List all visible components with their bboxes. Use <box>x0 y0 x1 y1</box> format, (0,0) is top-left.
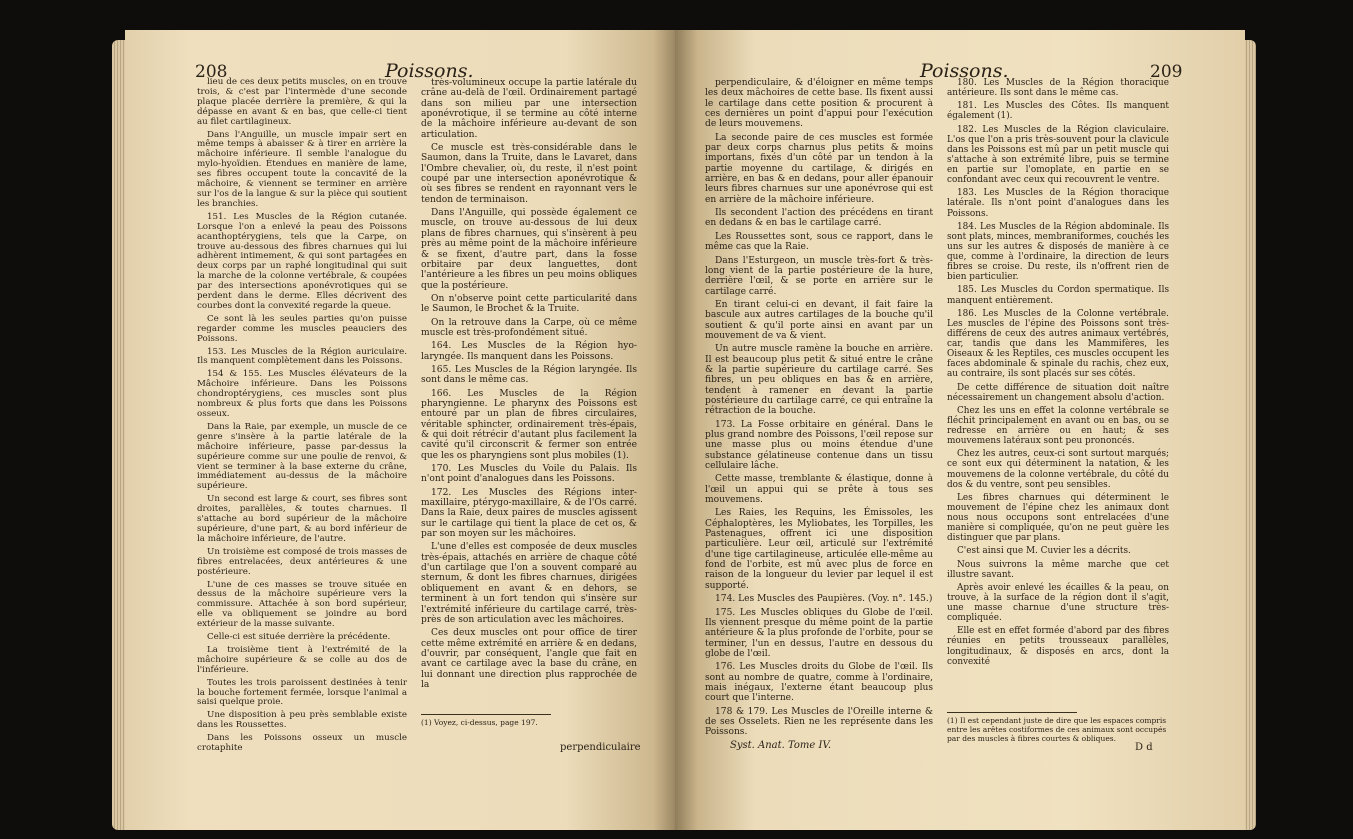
paragraph: On la retrouve dans la Carpe, où ce même muscle est très-profondément situé. <box>421 317 637 338</box>
left-page <box>125 30 675 830</box>
paragraph: L'une d'elles est composée de deux muscles très-épais, attachés en arrière de chaque côté d'un cartilage que l'on a souvent comparé au sternum, & dont les fibres charnues, dirigées obliquement en avant & en dehors, se terminent à un fort tendon qui s'insère sur l'extrémité inférieure du cartilage carré, très-près de son articulation avec les mâchoires. <box>421 542 637 625</box>
paragraph: Chez les autres, ceux-ci sont surtout marqués; ce sont eux qui déterminent la natation, & les mouvemens de la colonne vertébrale, du côté du dos & du ventre, sont peu sensibles. <box>947 449 1169 490</box>
paragraph: 174. Les Muscles des Paupières. (Voy. n°. 145.) <box>715 594 933 605</box>
paragraph: Un autre muscle ramène la bouche en arrière. Il est beaucoup plus petit & situé entre le crâne & la partie supérieure du cartilage carré. Ses fibres, un peu obliques en bas & en arrière, tendent à ramener en devant la partie postérieure du cartilage carré, ce qui entraîne la rétraction de la bouche. <box>705 344 933 417</box>
paragraph: Une disposition à peu près semblable existe dans les Roussettes. <box>197 710 407 731</box>
left-column-2 <box>421 78 637 703</box>
paragraph: C'est ainsi que M. Cuvier les a décrits. <box>957 546 1131 557</box>
paragraph: 183. Les Muscles de la Région thoracique latérale. Ils n'ont point d'analogues dans les Poissons. <box>947 188 1169 219</box>
left-footnote-area <box>421 708 637 727</box>
paragraph: De cette différence de situation doit naître nécessairement un changement absolu d'action. <box>947 382 1169 403</box>
paragraph: Dans l'Anguille, qui possède également ce muscle, on trouve au-dessous de lui deux plans de fibres charnues, qui s'insèrent à peu près au même point de la mâchoire inférieure & se fixent, d'autre part, dans la fosse orbitaire par deux languettes, dont l'antérieure a les fibres un peu moins obliques que la postérieure. <box>421 208 637 291</box>
right-running-head: Poissons. <box>920 60 1009 82</box>
right-column-2 <box>947 78 1169 702</box>
paragraph: Nous suivrons la même marche que cet illustre savant. <box>947 559 1169 580</box>
paragraph: Ils secondent l'action des précédens en tirant en dedans & en bas le cartilage carré. <box>705 208 933 229</box>
paragraph: 180. Les Muscles de la Région thoracique antérieure. Ils sont dans le même cas. <box>947 78 1169 99</box>
left-page-number: 208 <box>195 62 228 82</box>
paragraph: Un troisième est composé de trois masses de fibres entrelacées, deux antérieures & une postérieure. <box>197 546 407 577</box>
paragraph: Cette masse, tremblante & élastique, donne à l'œil un appui qui se prête à tous ses mouvemens. <box>705 474 933 506</box>
paragraph: Celle-ci est située derrière la précédente. <box>207 632 391 643</box>
right-page <box>675 30 1245 830</box>
paragraph: Ces deux muscles ont pour office de tirer cette même extrémité en arrière & en dedans, d'ouvrir, par conséquent, l'angle que fait en avant ce cartilage avec la base du crâne, en lui donnant une direction plus rapprochée de la <box>421 628 637 690</box>
paragraph: Ce muscle est très-considérable dans le Saumon, dans la Truite, dans le Lavaret, dans l'Ombre chevalier, où, du reste, il n'est point coupé par une intersection aponévrotique & où ses fibres se rendent en rayonnant vers le tendon de terminaison. <box>421 143 637 205</box>
paragraph: très-volumineux occupe la partie latérale du crâne au-delà de l'œil. Ordinairement partagé dans son milieu par une intersection aponévrotique, il se termine au côté interne de la mâchoire inférieure au-devant de son articulation. <box>421 78 637 140</box>
paragraph: 182. Les Muscles de la Région claviculaire. L'os que l'on a pris très-souvent pour la clavicule dans les Poissons est mû par un petit muscle qui s'attache à son extrémité libre, puis se termine en partie sur l'omoplate, en partie en se confondant avec ceux qui recouvrent le ventre. <box>947 124 1169 186</box>
signature-mark: D d <box>1135 742 1153 753</box>
left-footnote: (1) Voyez, ci-dessus, page 197. <box>421 718 538 727</box>
signature-line: Syst. Anat. Tome IV. <box>730 740 832 751</box>
paragraph: 172. Les Muscles des Régions inter-maxillaire, ptérygo-maxillaire, & de l'Os carré. Dans la Raie, deux paires de muscles agissent sur le cartilage qui tient la place de cet os, & par son moyen sur les mâchoires. <box>421 487 637 540</box>
paragraph: 151. Les Muscles de la Région cutanée. Lorsque l'on a enlevé la peau des Poissons acanthoptérygiens, tels que la Carpe, on trouve au-dessous des fibres charnues qui lui adhèrent intimement, & qui sont partagées en deux corps par un raphé longitudinal qui suit la marche de la colonne vertébrale, & coupées par des intersections aponévrotiques qui se perdent dans le derme. Elles décrivent des courbes dont la convexité regarde la queue. <box>197 211 407 311</box>
left-column-1 <box>197 78 407 768</box>
paragraph: 181. Les Muscles des Côtes. Ils manquent également (1). <box>947 101 1169 122</box>
paragraph: 175. Les Muscles obliques du Globe de l'œil. Ils viennent presque du même point de la partie antérieure & la plus profonde de l'orbite, pour se terminer, l'un en dessus, l'autre en dessous du globe de l'œil. <box>705 607 933 659</box>
paragraph: 164. Les Muscles de la Région hyo-laryngée. Ils manquent dans les Poissons. <box>421 341 637 362</box>
paragraph: Dans l'Anguille, un muscle impair sert en même temps à abaisser & à tirer en arrière la mâchoire inférieure. Il semble l'analogue du mylo-hyoïdien. Étendues en manière de lame, ses fibres occupent toute la concavité de la mâchoire, & viennent se terminer en arrière sur l'os de la langue & sur la pièce qui soutient les branchies. <box>197 129 407 209</box>
paragraph: perpendiculaire, & d'éloigner en même temps les deux mâchoires de cette base. Ils fixent aussi le cartilage dans cette position & procurent à ces dernières un point d'appui pour l'exécution de leurs mouvemens. <box>705 78 933 130</box>
paragraph: Après avoir enlevé les écailles & la peau, on trouve, à la surface de la région dont il s'agit, une masse charnue d'une structure très-compliquée. <box>947 582 1169 624</box>
catchword: perpendiculaire <box>560 742 641 753</box>
paragraph: 153. Les Muscles de la Région auriculaire. Ils manquent complètement dans les Poissons. <box>197 346 407 367</box>
left-running-head: Poissons. <box>385 60 474 82</box>
paragraph: 173. La Fosse orbitaire en général. Dans le plus grand nombre des Poissons, l'œil repose sur une masse plus ou moins étendue d'une substance gélatineuse contenue dans un tissu cellulaire lâche. <box>705 419 933 472</box>
paragraph: 184. Les Muscles de la Région abdominale. Ils sont plats, minces, membraniformes, couchés les uns sur les autres & disposés de manière à ce que, comme à l'ordinaire, la direction de leurs fibres se croise. Du reste, ils n'offrent rien de bien particulier. <box>947 221 1169 283</box>
paragraph: 185. Les Muscles du Cordon spermatique. Ils manquent entièrement. <box>947 285 1169 306</box>
right-footnote-area <box>947 706 1169 743</box>
paragraph: En tirant celui-ci en devant, il fait faire la bascule aux autres cartilages de la bouche qu'il soutient & qu'il porte ainsi en avant par un mouvement de va & vient. <box>705 299 933 341</box>
paragraph: Chez les uns en effet la colonne vertébrale se fléchit principalement en avant ou en bas, ou se redresse en arrière ou en haut; & ses mouvemens latéraux sont peu prononcés. <box>947 405 1169 447</box>
right-page-number: 209 <box>1150 62 1183 82</box>
paragraph: Dans la Raie, par exemple, un muscle de ce genre s'insère à la partie latérale de la mâchoire inférieure, passe par-dessus la supérieure comme sur une poulie de renvoi, & vient se terminer à la base externe du crâne, immédiatement au-dessus de la mâchoire supérieure. <box>197 421 407 492</box>
paragraph: Les fibres charnues qui déterminent le mouvement de l'épine chez les animaux dont nous nous occupons sont entrelacées d'une manière si compliquée, qu'on ne peut guère les distinguer que par plans. <box>947 492 1169 544</box>
paragraph: 166. Les Muscles de la Région pharyngienne. Le pharynx des Poissons est entouré par un plan de fibres circulaires, véritable sphincter, ordinairement très-épais, & qui doit rétrécir d'autant plus facilement la cavité qu'il circonscrit & fermer son entrée que les os pharyngiens sont plus mobiles (1). <box>421 388 637 461</box>
paragraph: 154 & 155. Les Muscles élévateurs de la Mâchoire inférieure. Dans les Poissons chondroptérygiens, ces muscles sont plus nombreux & plus forts que dans les Poissons osseux. <box>197 369 407 419</box>
paragraph: L'une de ces masses se trouve située en dessus de la mâchoire supérieure vers la commissure. Attachée à son bord supérieur, elle va obliquement se joindre au bord extérieur de la masse suivante. <box>197 579 407 630</box>
paragraph: Toutes les trois paroissent destinées à tenir la bouche fortement fermée, lorsque l'animal a saisi quelque proie. <box>197 677 407 708</box>
paragraph: 165. Les Muscles de la Région laryngée. Ils sont dans le même cas. <box>421 364 637 386</box>
footnote-rule <box>947 712 1077 713</box>
paragraph: On n'observe point cette particularité dans le Saumon, le Brochet & la Truite. <box>421 293 637 315</box>
paragraph: Dans l'Esturgeon, un muscle très-fort & très-long vient de la partie postérieure de la hure, derrière l'œil, & se porte en arrière sur le cartilage carré. <box>705 255 933 297</box>
paragraph: La seconde paire de ces muscles est formée par deux corps charnus plus petits & moins importans, fixés d'un côté par un tendon à la partie moyenne du cartilage, & dirigés en arrière, en bas & en dedans, pour aller épanouir leurs fibres charnues sur une aponévrose qui est en arrière de la mâchoire inférieure. <box>705 132 933 205</box>
footnote-rule <box>421 714 551 715</box>
paragraph: Un second est large & court, ses fibres sont droites, parallèles, & toutes charnues. Il s'attache au bord supérieur de la mâchoire supérieure, d'une part, & au bord inférieur de la mâchoire inférieure, de l'autre. <box>197 494 407 544</box>
paragraph: Elle est en effet formée d'abord par des fibres réunies en petits trousseaux parallèles, longitudinaux, & disposés en arcs, dont la convexité <box>947 626 1169 667</box>
paragraph: 170. Les Muscles du Voile du Palais. Ils n'ont point d'analogues dans les Poissons. <box>421 464 637 485</box>
paragraph: La troisième tient à l'extrémité de la mâchoire supérieure & se colle au dos de l'inférieure. <box>197 644 407 675</box>
paragraph: Dans les Poissons osseux un muscle crotaphite <box>197 733 407 754</box>
paragraph: 176. Les Muscles droits du Globe de l'œil. Ils sont au nombre de quatre, comme à l'ordinaire, mais inégaux, l'externe étant beaucoup plus court que l'interne. <box>705 662 933 704</box>
paragraph: Les Roussettes sont, sous ce rapport, dans le même cas que la Raie. <box>705 231 933 253</box>
paragraph: 186. Les Muscles de la Colonne vertébrale. Les muscles de l'épine des Poissons sont très-différens de ceux des autres animaux vertébrés, car, tandis que dans les Mammifères, les Oiseaux & les Reptiles, ces muscles occupent les faces abdominale & spinale du rachis, chez eux, au contraire, ils sont placés sur ses côtés. <box>947 308 1169 380</box>
paragraph: Les Raies, les Requins, les Émissoles, les Céphaloptères, les Myliobates, les Torpilles, les Pastenagues, offrent ici une disposition particulière. Leur œil, articulé sur l'extrémité d'une tige cartilagineuse, articulée elle-même au fond de l'orbite, est mû avec plus de force en raison de la longueur du levier par lequel il est supporté. <box>705 508 933 591</box>
right-footnote: (1) Il est cependant juste de dire que les espaces compris entre les arêtes costiformes de ces animaux sont occupés par des muscles à fibres courtes & obliques. <box>947 716 1167 743</box>
paragraph: 178 & 179. Les Muscles de l'Oreille interne & de ses Osselets. Rien ne les représente dans les Poissons. <box>705 706 933 738</box>
right-column-1 <box>705 78 933 738</box>
paragraph: lieu de ces deux petits muscles, on en trouve trois, & c'est par l'intermède d'une seconde plaque placée derrière la première, & qui la dépasse en avant & en bas, que celle-ci tient au filet cartilagineux. <box>197 77 407 127</box>
paragraph: Ce sont là les seules parties qu'on puisse regarder comme les muscles peauciers des Poissons. <box>197 313 407 344</box>
